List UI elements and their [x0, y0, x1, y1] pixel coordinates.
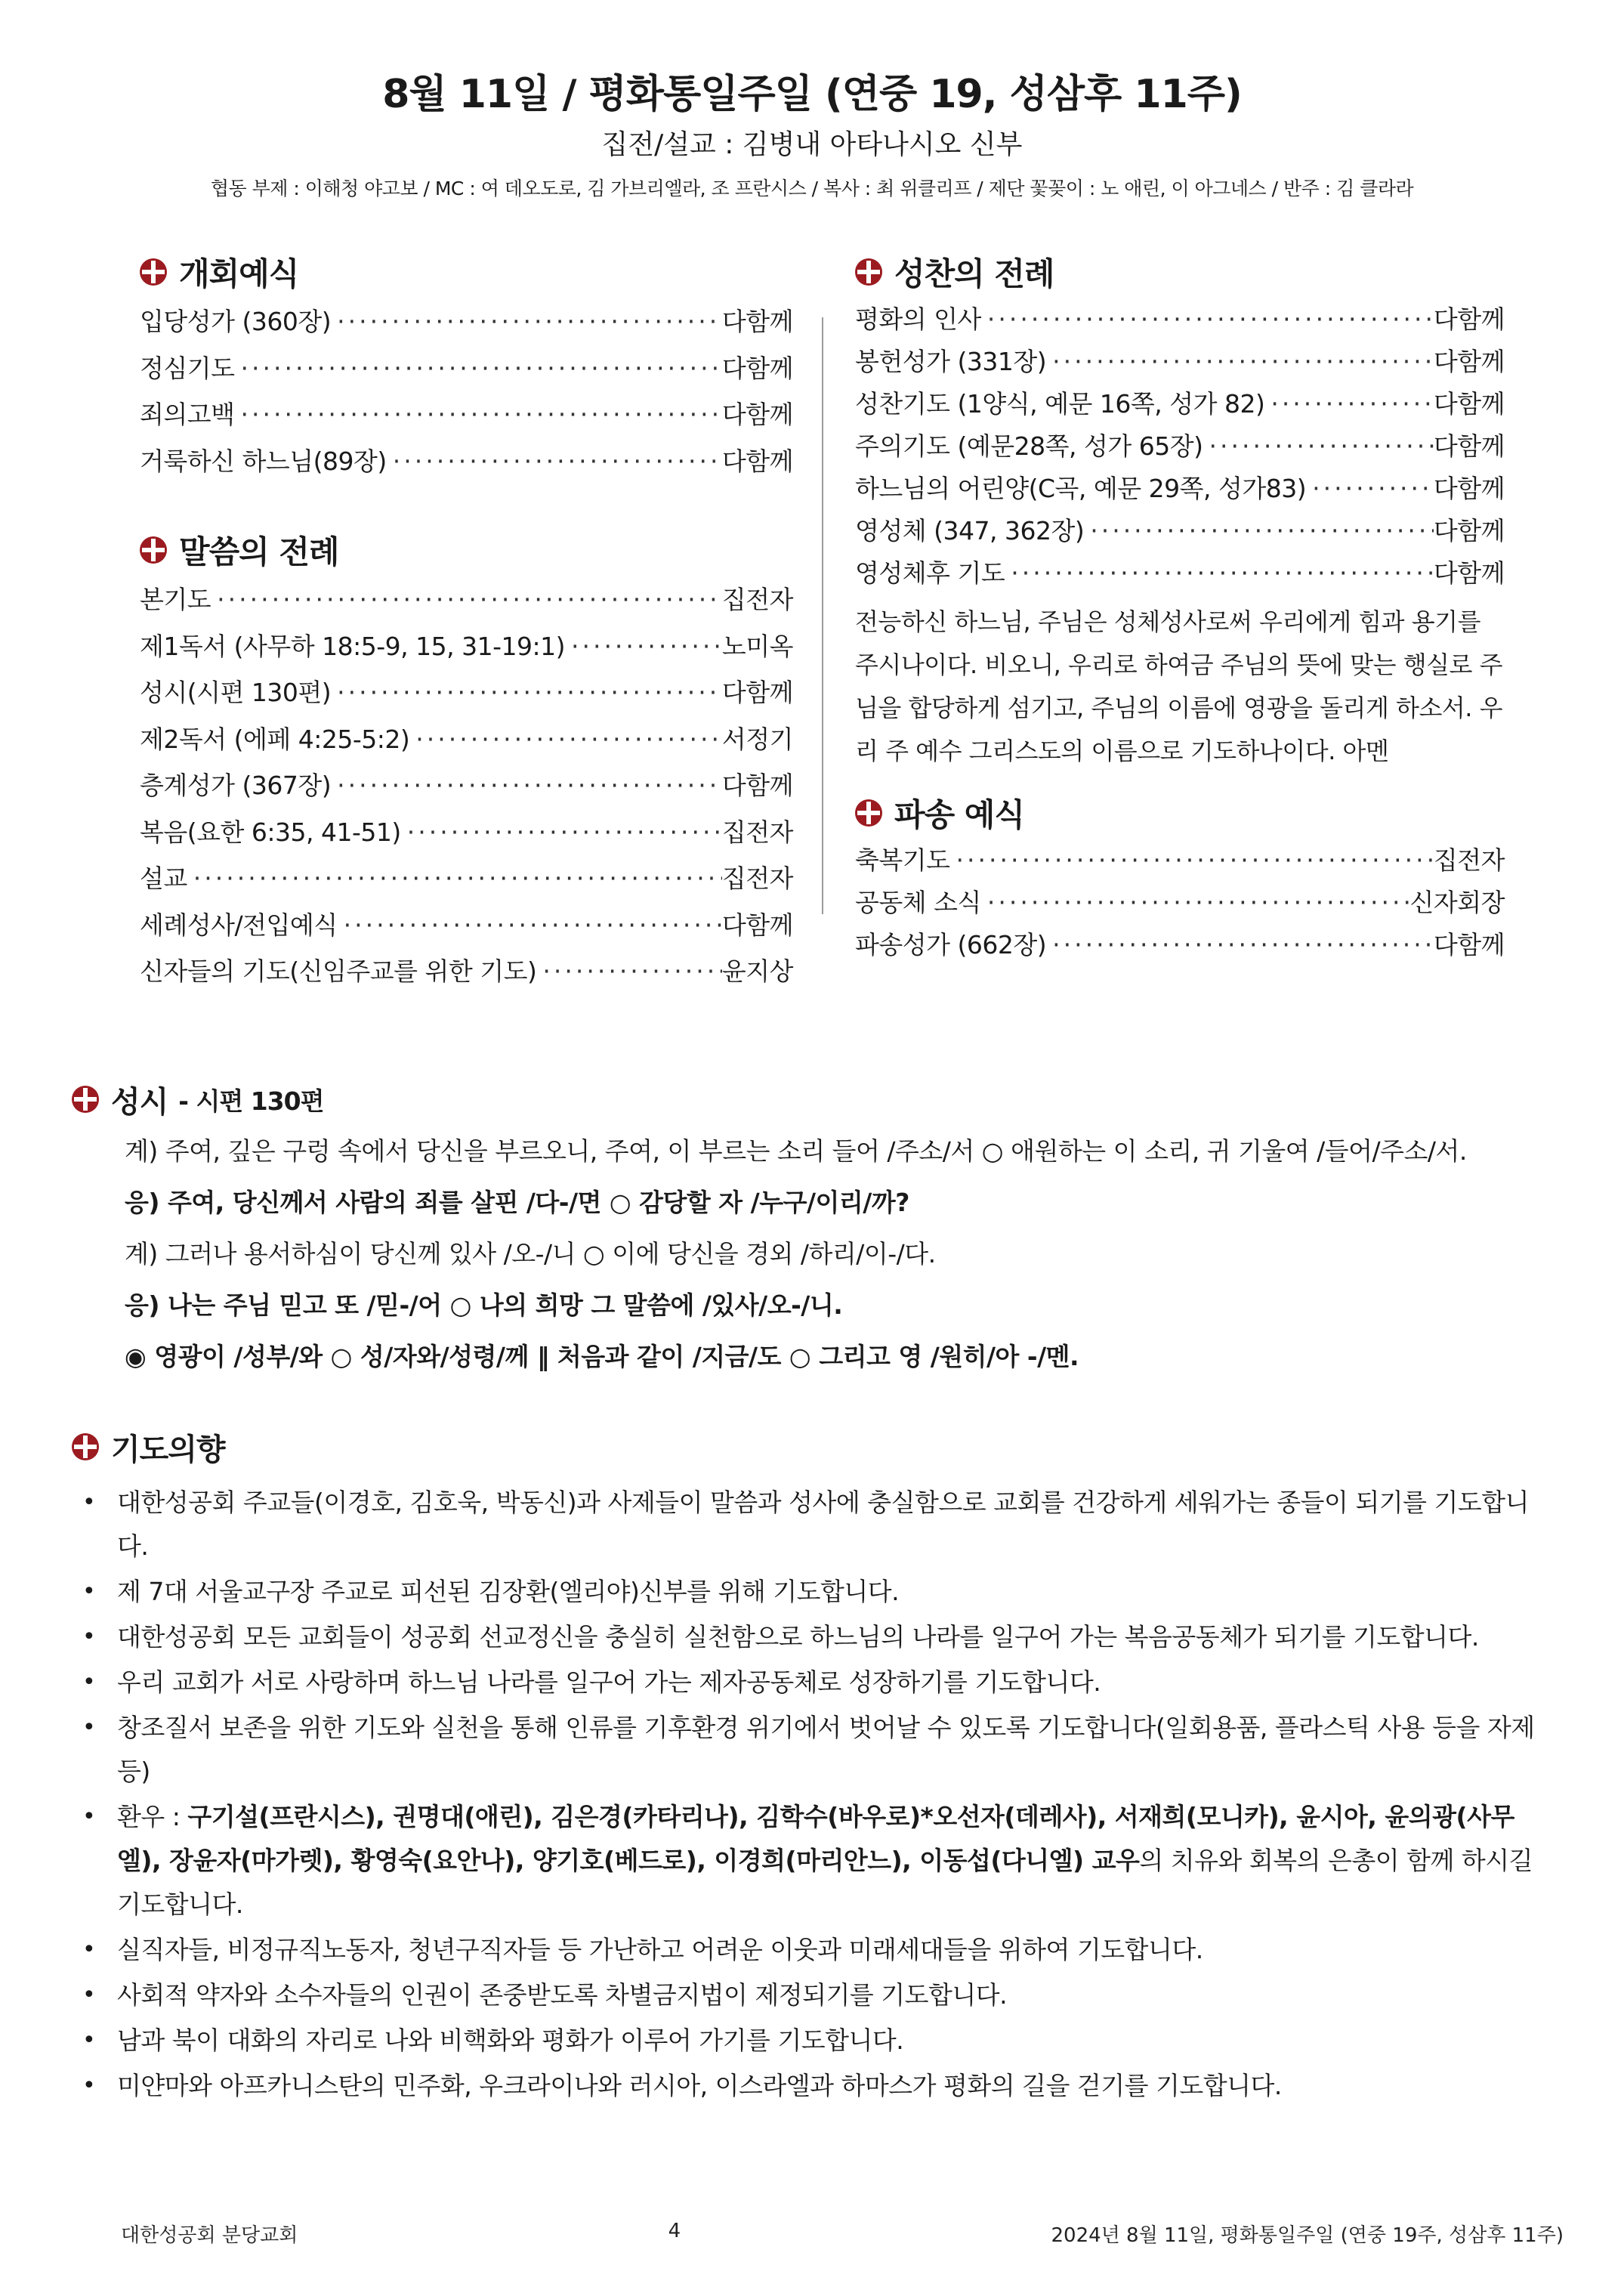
section-title: 파송 예식 [894, 796, 1024, 833]
order-row: 축복기도 ····· 집전자 [855, 839, 1505, 882]
list-item: • 대한성공회 주교들(이경호, 김호욱, 박동신)과 사제들이 말씀과 성사에 충실함으로 교회를 건강하게 세워가는 종들이 되기를 기도합니다. [72, 1481, 1556, 1568]
order-row: 층계성가 (367장) ····· 다함께 [140, 762, 793, 809]
footer-church: 대한성공회 분당교회 [121, 2224, 298, 2247]
list-item: • 실직자들, 비정규직노동자, 청년구직자들 등 가난하고 어려운 이웃과 미래세대들을 위하여 기도합니다. [72, 1928, 1556, 1972]
order-row: 거룩하신 하느님(89장) ····· 다함께 [140, 438, 793, 485]
psalm-line: 계) 주여, 깊은 구렁 속에서 당신을 부르오니, 주여, 이 부르는 소리 들어 /주소/서 ○ 애원하는 이 소리, 귀 기울여 /들어/주소/서. [125, 1136, 1467, 1166]
list-item: • 사회적 약자와 소수자들의 인권이 존중받도록 차별금지법이 제정되기를 기도합니다. [72, 1973, 1556, 2017]
list-item: • 창조질서 보존을 위한 기도와 실천을 통해 인류를 기후환경 위기에서 벗어날 수 있도록 기도합니다(일회용품, 플라스틱 사용 등을 자제 등) [72, 1706, 1556, 1794]
footer-page-number: 4 [668, 2220, 681, 2242]
section-title: 말씀의 전례 [179, 533, 339, 570]
list-item-sick: • 환우 : 구기설(프란시스), 권명대(애린), 김은경(카타리나), 김학수(바우로)*오선자(데레사), 서재희(모니카), 윤시아, 윤의광(사무엘), 장윤자(마가렛), 황영숙(요안나), 양기호(베드로), 이경희(마리안느), 이동섭(다니엘) 교우의 치유와 회복의 은총이 함께 하시길 기도합니다. [72, 1795, 1556, 1927]
cross-icon [855, 799, 882, 827]
order-row: 봉헌성가 (331장) ····· 다함께 [855, 341, 1505, 383]
cross-icon [855, 258, 882, 286]
eucharist-heading [855, 246, 1505, 298]
psalm-line: 계) 그러나 용서하심이 당신께 있사 /오-/니 ○ 이에 당신을 경외 /하리/이-/다. [125, 1239, 936, 1269]
psalm-line: ◉ 영광이 /성부/와 ○ 성/자와/성령/께 ‖ 처음과 같이 /지금/도 ○ 그리고 영 /원히/아 -/멘. [125, 1342, 1079, 1371]
order-row: 죄의고백 ····· 다함께 [140, 391, 793, 438]
order-row: 성찬기도 (1양식, 예문 16쪽, 성가 82) ····· 다함께 [855, 383, 1505, 425]
psalm-subtitle: - 시편 130편 [178, 1086, 324, 1116]
order-row: 복음(요한 6:35, 41-51) ····· 집전자 [140, 809, 793, 856]
order-row: 공동체 소식 ····· 신자회장 [855, 882, 1505, 924]
order-row: 세례성사/전입예식 ····· 다함께 [140, 902, 793, 949]
section-title: 성시 [111, 1084, 168, 1120]
psalm-section [72, 1073, 1552, 1383]
roles-line: 협동 부제 : 이해청 야고보 / MC : 여 데오도로, 김 가브리엘라, 조 프란시스 / 복사 : 최 위클리프 / 제단 꽃꽂이 : 노 애린, 이 아그네스 / 반주 : 김 클라라 [210, 178, 1414, 199]
intentions-list [72, 1481, 1556, 2108]
psalm-heading [72, 1073, 1552, 1126]
word-heading [140, 524, 793, 576]
post-communion-prayer: 전능하신 하느님, 주님은 성체성사로써 우리에게 힘과 용기를 주시나이다. 비오니, 우리로 하여금 주님의 뜻에 맞는 행실로 주님을 합당하게 섬기고, 주님의 이름에 영광을 돌리게 하소서. 우리 주 예수 그리스도의 이름으로 기도하나이다. 아멘 [855, 607, 1503, 765]
list-item: • 미얀마와 아프카니스탄의 민주화, 우크라이나와 러시아, 이스라엘과 하마스가 평화의 길을 걷기를 기도합니다. [72, 2064, 1556, 2108]
intentions-section [72, 1420, 1556, 2109]
dismissal-heading [855, 786, 1505, 839]
cross-icon [72, 1433, 99, 1460]
opening-heading [140, 246, 793, 298]
psalm-line: 응) 주여, 당신께서 사람의 죄를 살핀 /다-/면 ○ 감당할 자 /누구/이리/까? [125, 1188, 909, 1217]
psalm-line: 응) 나는 주님 믿고 또 /믿-/어 ○ 나의 희망 그 말씀에 /있사/오-/니. [125, 1290, 843, 1320]
order-row: 파송성가 (662장) ····· 다함께 [855, 924, 1505, 966]
left-column [140, 246, 793, 995]
order-row: 제2독서 (에페 4:25-5:2) ····· 서정기 [140, 716, 793, 763]
section-title: 개회예식 [179, 255, 299, 292]
section-title: 기도의향 [111, 1432, 225, 1467]
order-row: 설교 ····· 집전자 [140, 855, 793, 902]
page-header [0, 66, 1624, 204]
right-column [855, 246, 1505, 966]
list-item: • 남과 북이 대화의 자리로 나와 비핵화와 평화가 이루어 가기를 기도합니다. [72, 2019, 1556, 2063]
celebrant-line: 집전/설교 : 김병내 아타나시오 신부 [601, 129, 1023, 160]
section-title: 성찬의 전례 [894, 255, 1054, 292]
order-row: 제1독서 (사무하 18:5-9, 15, 31-19:1) ····· 노미옥 [140, 623, 793, 670]
order-row: 신자들의 기도(신임주교를 위한 기도) ····· 윤지상 [140, 948, 793, 995]
order-row: 성시(시편 130편) ····· 다함께 [140, 669, 793, 716]
order-row: 주의기도 (예문28쪽, 성가 65장) ····· 다함께 [855, 425, 1505, 468]
cross-icon [140, 536, 167, 564]
order-row: 정심기도 ····· 다함께 [140, 345, 793, 392]
footer-date: 2024년 8월 11일, 평화통일주일 (연중 19주, 성삼후 11주) [1051, 2224, 1564, 2247]
order-row: 영성체 (347, 362장) ····· 다함께 [855, 510, 1505, 552]
list-item: • 우리 교회가 서로 사랑하며 하느님 나라를 일구어 가는 제자공동체로 성장하기를 기도합니다. [72, 1661, 1556, 1704]
list-item: • 제 7대 서울교구장 주교로 피선된 김장환(엘리야)신부를 위해 기도합니다. [72, 1570, 1556, 1614]
cross-icon [72, 1086, 99, 1113]
order-row: 영성체후 기도 ····· 다함께 [855, 552, 1505, 595]
page-footer [121, 2220, 1564, 2248]
order-row: 평화의 인사 ····· 다함께 [855, 298, 1505, 341]
intentions-heading [72, 1420, 1556, 1473]
list-item: • 대한성공회 모든 교회들이 성공회 선교정신을 충실히 실천함으로 하느님의 나라를 일구어 가는 복음공동체가 되기를 기도합니다. [72, 1615, 1556, 1659]
cross-icon [140, 258, 167, 286]
order-row: 하느님의 어린양(C곡, 예문 29쪽, 성가83) ····· 다함께 [855, 468, 1505, 510]
order-row: 입당성가 (360장) ····· 다함께 [140, 298, 793, 345]
column-divider [822, 317, 823, 914]
sick-names: 구기설(프란시스), 권명대(애린), 김은경(카타리나), 김학수(바우로)*오선자(데레사), 서재희(모니카), 윤시아, 윤의광(사무엘), 장윤자(마가렛), 황영숙(요안나), 양기호(베드로), 이경희(마리안느), 이동섭(다니엘) 교우 [117, 1802, 1514, 1875]
order-row: 본기도 ····· 집전자 [140, 576, 793, 623]
page-title: 8월 11일 / 평화통일주일 (연중 19, 성삼후 11주) [382, 72, 1242, 117]
